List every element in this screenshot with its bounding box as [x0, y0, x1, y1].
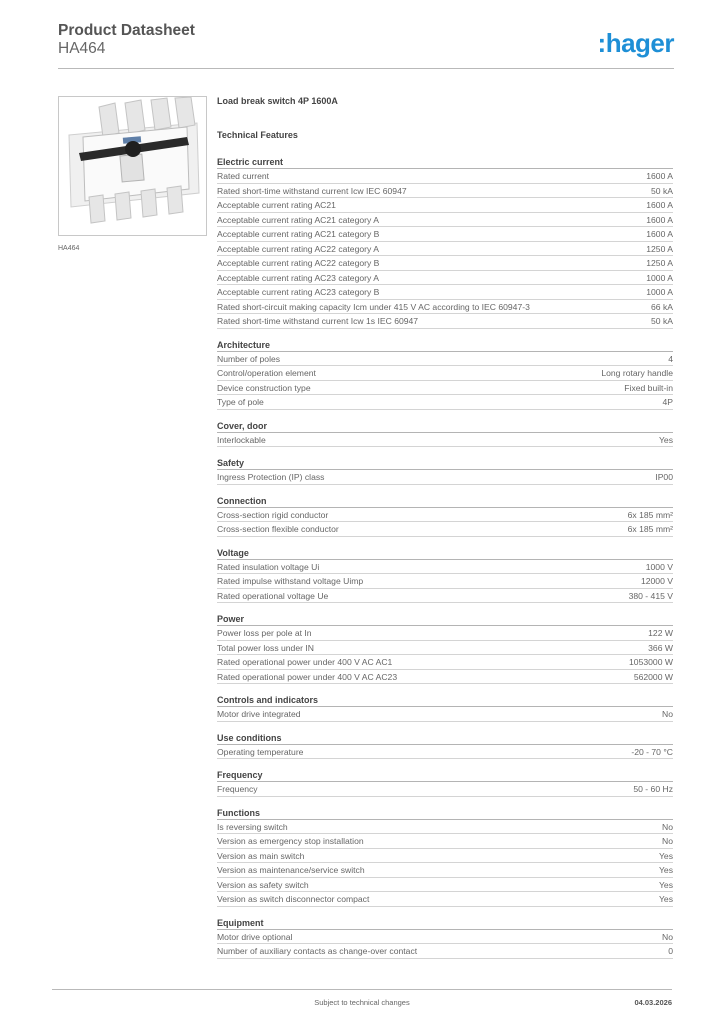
header-divider: [58, 68, 674, 69]
spec-row: [217, 198, 673, 213]
section-title: Power: [217, 613, 673, 626]
spec-row: [217, 820, 673, 835]
spec-row: [217, 242, 673, 257]
spec-label: Is reversing switch: [217, 821, 288, 832]
spec-label: Acceptable current rating AC22 category A: [217, 243, 379, 254]
spec-value: No: [662, 931, 673, 942]
spec-value: 1000 A: [646, 287, 673, 297]
section-title: Controls and indicators: [217, 694, 673, 707]
spec-label: Acceptable current rating AC21 category A: [217, 214, 379, 225]
spec-value: 4P: [662, 397, 673, 407]
load-break-switch-illustration: [59, 97, 207, 236]
spec-label: Motor drive integrated: [217, 709, 301, 719]
spec-value: Yes: [658, 879, 673, 890]
spec-value: IP00: [655, 472, 673, 482]
spec-value: Yes: [658, 865, 673, 875]
spec-row: [217, 314, 673, 329]
section-title: Safety: [217, 457, 673, 470]
spec-row: [217, 892, 673, 907]
spec-row: [217, 352, 673, 367]
spec-value: No: [662, 836, 673, 846]
spec-section: [217, 917, 673, 959]
spec-label: Version as emergency stop installation: [217, 836, 364, 846]
spec-label: Rated current: [217, 171, 270, 181]
spec-label: Rated short-circuit making capacity Icm under 415 V AC according to IEC 60947-3: [217, 301, 530, 312]
spec-value: 12000 V: [640, 576, 673, 586]
feature-sections: [217, 156, 673, 959]
page-header: [58, 22, 674, 70]
spec-section: [217, 495, 673, 537]
spec-value: Yes: [658, 894, 673, 904]
spec-value: 6x 185 mm²: [627, 509, 673, 520]
spec-section: [217, 613, 673, 684]
spec-row: [217, 213, 673, 228]
spec-value: 50 - 60 Hz: [633, 784, 673, 794]
spec-label: Power loss per pole at In: [217, 628, 312, 638]
section-title: Functions: [217, 807, 673, 820]
footer-date: 04.03.2026: [634, 998, 672, 1007]
spec-value: Yes: [658, 850, 673, 861]
spec-label: Interlockable: [217, 434, 266, 445]
spec-value: 0: [668, 946, 673, 956]
spec-label: Version as safety switch: [217, 879, 309, 890]
spec-value: Yes: [658, 434, 673, 445]
spec-row: [217, 508, 673, 523]
spec-value: No: [662, 821, 673, 832]
spec-label: Rated short-time withstand current Icw IEC 60947: [217, 185, 407, 196]
spec-value: Fixed built-in: [624, 382, 673, 393]
spec-row: [217, 655, 673, 670]
spec-section: [217, 156, 673, 329]
spec-label: Acceptable current rating AC22 category B: [217, 258, 380, 268]
spec-value: 1250 A: [646, 243, 673, 254]
section-title: Connection: [217, 495, 673, 508]
footer-divider: [52, 989, 672, 990]
spec-value: 1250 A: [646, 258, 673, 268]
spec-row: [217, 256, 673, 271]
spec-label: Number of poles: [217, 353, 281, 364]
spec-section: [217, 457, 673, 485]
spec-value: 380 - 415 V: [628, 590, 673, 601]
spec-value: No: [662, 709, 673, 719]
spec-row: [217, 381, 673, 396]
spec-value: 1053000 W: [629, 657, 673, 667]
spec-value: 1600 A: [646, 171, 673, 181]
spec-row: [217, 878, 673, 893]
spec-row: [217, 641, 673, 656]
spec-row: [217, 395, 673, 410]
spec-row: [217, 944, 673, 959]
spec-label: Total power loss under IN: [217, 642, 314, 653]
section-title: Cover, door: [217, 420, 673, 433]
spec-row: [217, 707, 673, 722]
spec-label: Rated insulation voltage Ui: [217, 561, 320, 572]
footer-note: Subject to technical changes: [314, 998, 410, 1007]
spec-section: [217, 732, 673, 760]
spec-row: [217, 184, 673, 199]
spec-label: Version as main switch: [217, 850, 305, 861]
spec-row: [217, 574, 673, 589]
spec-label: Rated impulse withstand voltage Uimp: [217, 576, 364, 586]
product-code: HA464: [58, 40, 106, 57]
spec-value: 66 kA: [651, 301, 673, 312]
spec-section: [217, 547, 673, 604]
spec-value: 50 kA: [651, 185, 673, 196]
spec-row: [217, 470, 673, 485]
section-title: Voltage: [217, 547, 673, 560]
spec-label: Version as maintenance/service switch: [217, 865, 365, 875]
spec-value: 50 kA: [651, 316, 673, 326]
spec-value: 1000 A: [646, 272, 673, 283]
spec-label: Ingress Protection (IP) class: [217, 472, 325, 482]
spec-value: 1000 V: [645, 561, 673, 572]
spec-row: [217, 626, 673, 641]
image-caption: HA464: [58, 245, 80, 252]
spec-value: Long rotary handle: [601, 368, 673, 378]
hager-logo: :hager: [597, 28, 674, 58]
spec-row: [217, 227, 673, 242]
spec-row: [217, 849, 673, 864]
spec-row: [217, 670, 673, 685]
spec-value: 562000 W: [633, 671, 673, 682]
spec-row: [217, 589, 673, 604]
section-title: Electric current: [217, 156, 673, 169]
technical-features-heading: Technical Features: [217, 130, 298, 140]
datasheet-content: [217, 96, 673, 959]
spec-label: Acceptable current rating AC23 category B: [217, 287, 380, 297]
spec-row: [217, 745, 673, 760]
spec-label: Acceptable current rating AC21 category B: [217, 229, 380, 239]
spec-section: [217, 694, 673, 722]
spec-value: 1600 A: [646, 214, 673, 225]
spec-value: 4: [668, 353, 673, 364]
spec-label: Rated operational power under 400 V AC AC1: [217, 657, 393, 667]
spec-section: [217, 420, 673, 448]
spec-value: 1600 A: [646, 229, 673, 239]
spec-row: [217, 300, 673, 315]
spec-label: Cross-section rigid conductor: [217, 509, 329, 520]
spec-label: Motor drive optional: [217, 931, 293, 942]
product-image: [58, 96, 207, 236]
spec-row: [217, 433, 673, 448]
spec-label: Control/operation element: [217, 368, 316, 378]
spec-row: [217, 930, 673, 945]
spec-label: Rated operational voltage Ue: [217, 590, 329, 601]
spec-label: Rated short-time withstand current Icw 1s IEC 60947: [217, 316, 419, 326]
spec-section: [217, 807, 673, 907]
spec-section: [217, 339, 673, 410]
spec-label: Type of pole: [217, 397, 264, 407]
spec-value: 122 W: [648, 628, 673, 638]
spec-label: Cross-section flexible conductor: [217, 524, 339, 534]
section-title: Equipment: [217, 917, 673, 930]
spec-section: [217, 769, 673, 797]
spec-label: Operating temperature: [217, 746, 304, 757]
spec-value: 1600 A: [646, 200, 673, 210]
spec-label: Acceptable current rating AC23 category A: [217, 272, 379, 283]
spec-row: [217, 366, 673, 381]
section-title: Architecture: [217, 339, 673, 352]
spec-label: Rated operational power under 400 V AC AC23: [217, 671, 398, 682]
section-title: Frequency: [217, 769, 673, 782]
spec-value: 366 W: [648, 642, 673, 653]
spec-row: [217, 560, 673, 575]
spec-value: -20 - 70 °C: [631, 746, 673, 757]
spec-row: [217, 285, 673, 300]
spec-label: Device construction type: [217, 382, 311, 393]
spec-label: Acceptable current rating AC21: [217, 200, 336, 210]
spec-row: [217, 782, 673, 797]
spec-label: Number of auxiliary contacts as change-over contact: [217, 946, 418, 956]
document-title: Product Datasheet: [58, 22, 195, 39]
spec-label: Frequency: [217, 784, 258, 794]
section-title: Use conditions: [217, 732, 673, 745]
spec-row: [217, 522, 673, 537]
spec-value: 6x 185 mm²: [627, 524, 673, 534]
spec-label: Version as switch disconnector compact: [217, 894, 370, 904]
product-name: Load break switch 4P 1600A: [217, 96, 338, 106]
spec-row: [217, 169, 673, 184]
spec-row: [217, 834, 673, 849]
spec-row: [217, 863, 673, 878]
spec-row: [217, 271, 673, 286]
